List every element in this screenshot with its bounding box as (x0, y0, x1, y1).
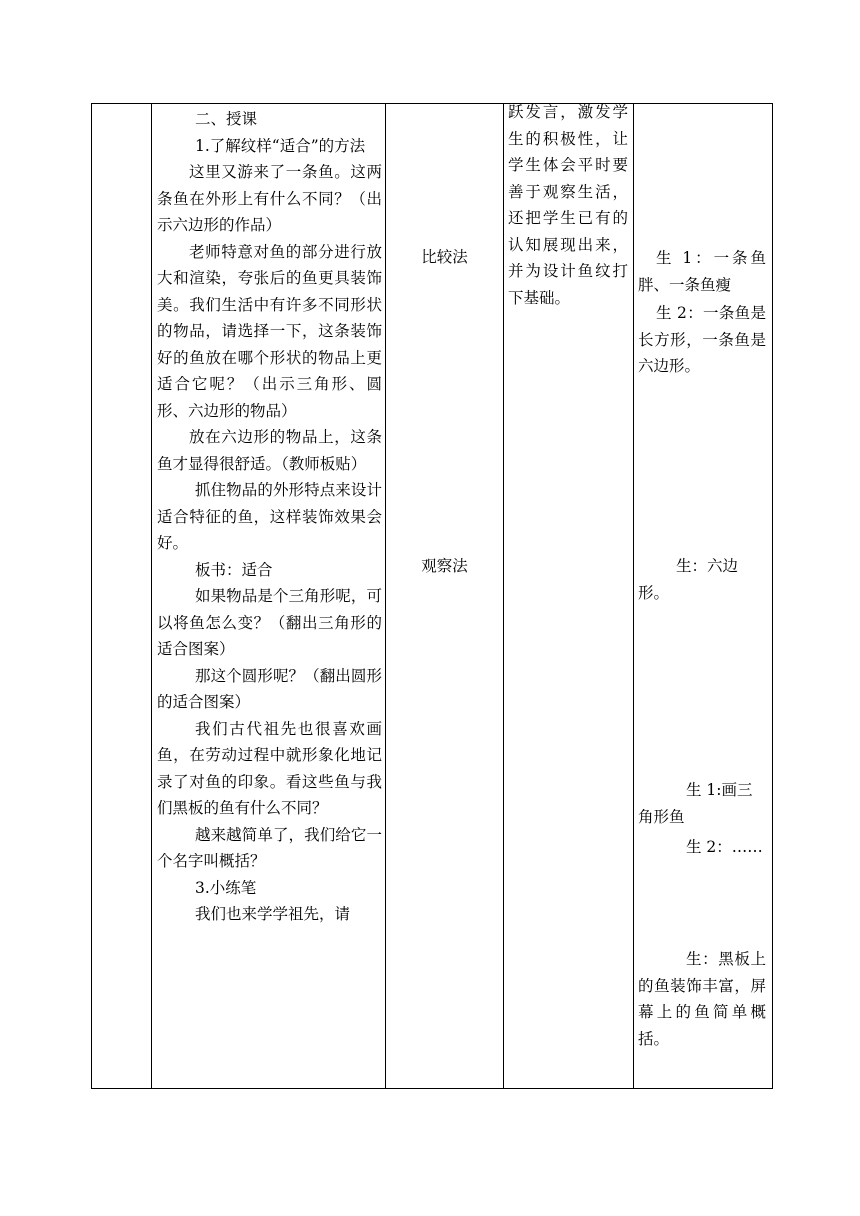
paragraph: 抓住物品的外形特点来设计适合特征的鱼，这样装饰效果会好。 (157, 481, 382, 552)
teaching-process-cell (157, 106, 382, 928)
column-divider (503, 104, 504, 1088)
student-answer: 生 1：一条鱼胖、一条鱼瘦 (638, 249, 766, 294)
paragraph: 越来越简单了，我们给它一个名字叫概括？ (157, 825, 382, 870)
paragraph: 这里又游来了一条鱼。这两条鱼在外形上有什么不同？（出示六边形的作品） (157, 163, 382, 234)
section-heading: 二、授课 (195, 110, 258, 128)
paragraph: 如果物品是个三角形呢，可以将鱼怎么变？（翻出三角形的适合图案） (157, 587, 382, 658)
student-answer: 生：黑板上的鱼装饰丰富，屏幕上的鱼简单概括。 (638, 950, 766, 1048)
column-divider (151, 104, 152, 1088)
student-answer: 生 2：一条鱼是长方形，一条鱼是六边形。 (638, 304, 766, 375)
step-heading: 3.小练笔 (195, 878, 257, 897)
student-answer: 生 1:画三角形鱼 (638, 781, 753, 826)
method-label: 比较法 (421, 248, 468, 266)
design-intent-cell: 跃发言，激发学生的积极性，让学生体会平时要善于观察生活，还把学生已有的认知展现出来，并为设计鱼纹打下基础。 (508, 103, 628, 307)
paragraph: 我们也来学学祖先，请 (195, 905, 351, 923)
paragraph: 那这个圆形呢？（翻出圆形的适合图案） (157, 666, 382, 711)
student-answer: 生：六边形。 (638, 557, 739, 602)
method-label: 观察法 (421, 557, 468, 575)
paragraph: 放在六边形的物品上，这条鱼才显得很舒适。（教师板贴） (157, 428, 382, 473)
paragraph: 我们古代祖先也很喜欢画鱼，在劳动过程中就形象化地记录了对鱼的印象。看这些鱼与我们黑板的鱼有什么不同？ (157, 719, 382, 817)
column-divider (633, 104, 634, 1088)
paragraph: 老师特意对鱼的部分进行放大和渲染，夸张后的鱼更具装饰美。我们生活中有许多不同形状的物品，请选择一下，这条装饰好的鱼放在哪个形状的物品上更适合它呢？（出示三角形、圆形、六边形的物品） (157, 242, 382, 420)
lesson-plan-table (91, 103, 773, 1089)
student-activity-cell (638, 104, 766, 1088)
student-answer: 生 2：…… (686, 838, 763, 856)
step-heading: 1.了解纹样“适合”的方法 (195, 136, 366, 155)
board-note: 板书：适合 (195, 560, 273, 579)
